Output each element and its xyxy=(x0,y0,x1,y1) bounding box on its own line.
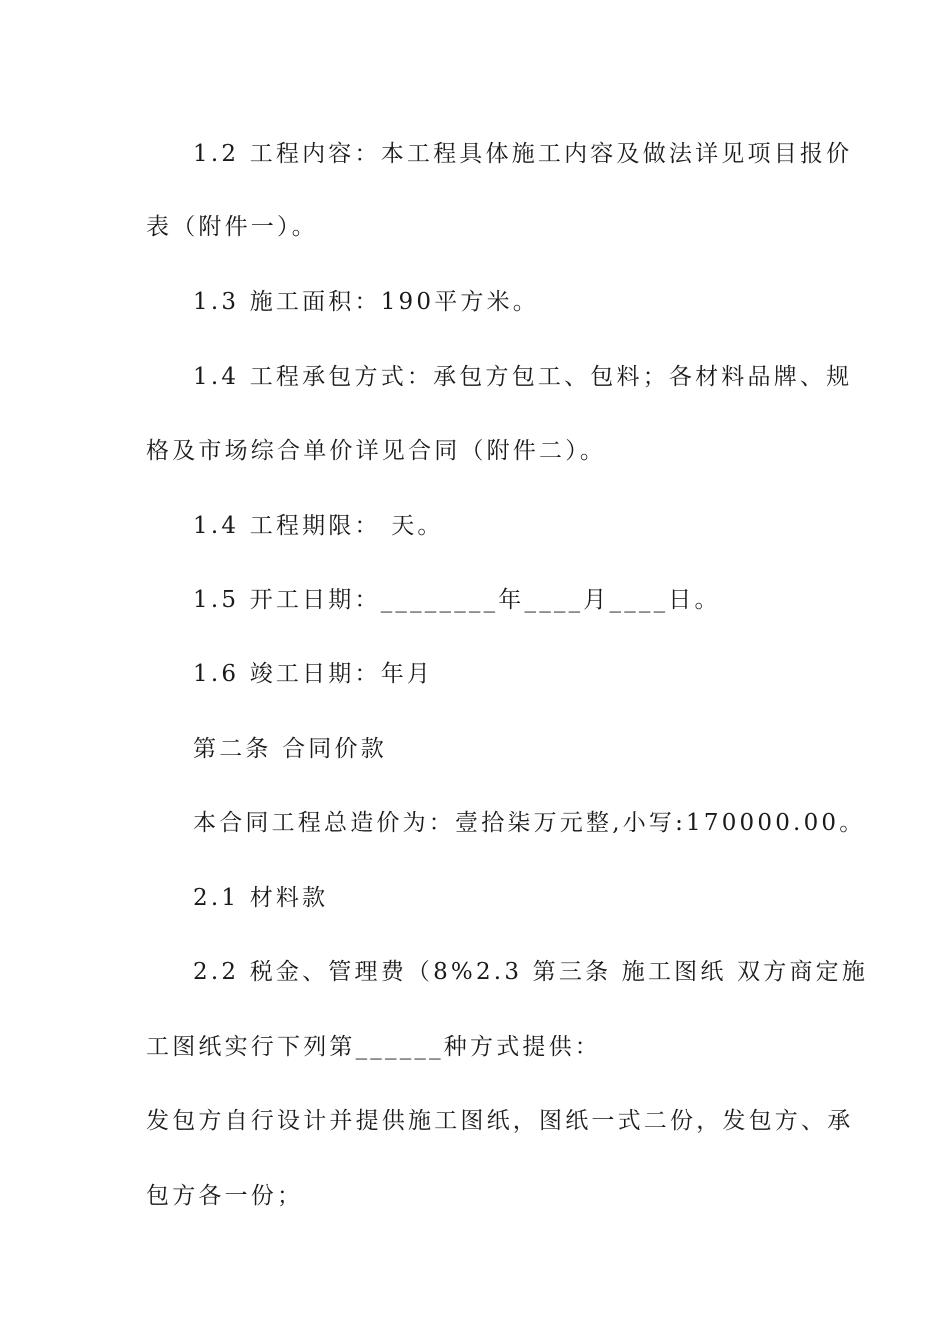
clause-1-2-line-1: 1.2 工程内容：本工程具体施工内容及做法详见项目报价 xyxy=(193,141,853,167)
clause-1-6: 1.6 竣工日期：年月 xyxy=(193,661,434,687)
clause-1-4-line-1: 1.4 工程承包方式：承包方包工、包料；各材料品牌、规 xyxy=(193,364,853,390)
clause-1-2-line-2: 表（附件一）。 xyxy=(146,214,318,240)
clause-2-2-line-1: 2.2 税金、管理费（8%2.3 第三条 施工图纸 双方商定施 xyxy=(193,959,869,985)
contract-total-price: 本合同工程总造价为：壹拾柒万元整,小写:170000.00。 xyxy=(193,810,866,836)
clause-1-4-line-2: 格及市场综合单价详见合同（附件二）。 xyxy=(146,438,607,464)
article-2-heading: 第二条 合同价款 xyxy=(193,736,387,762)
drawing-option-line-2: 包方各一份； xyxy=(146,1183,304,1209)
clause-1-5: 1.5 开工日期：________年____月____日。 xyxy=(193,587,721,613)
clause-2-2-line-2: 工图纸实行下列第______种方式提供： xyxy=(146,1034,601,1060)
clause-1-4-duration: 1.4 工程期限： 天。 xyxy=(193,513,444,539)
clause-1-3: 1.3 施工面积：190平方米。 xyxy=(193,289,539,315)
drawing-option-line-1: 发包方自行设计并提供施工图纸，图纸一式二份，发包方、承 xyxy=(146,1108,854,1134)
clause-2-1: 2.1 材料款 xyxy=(193,885,329,911)
